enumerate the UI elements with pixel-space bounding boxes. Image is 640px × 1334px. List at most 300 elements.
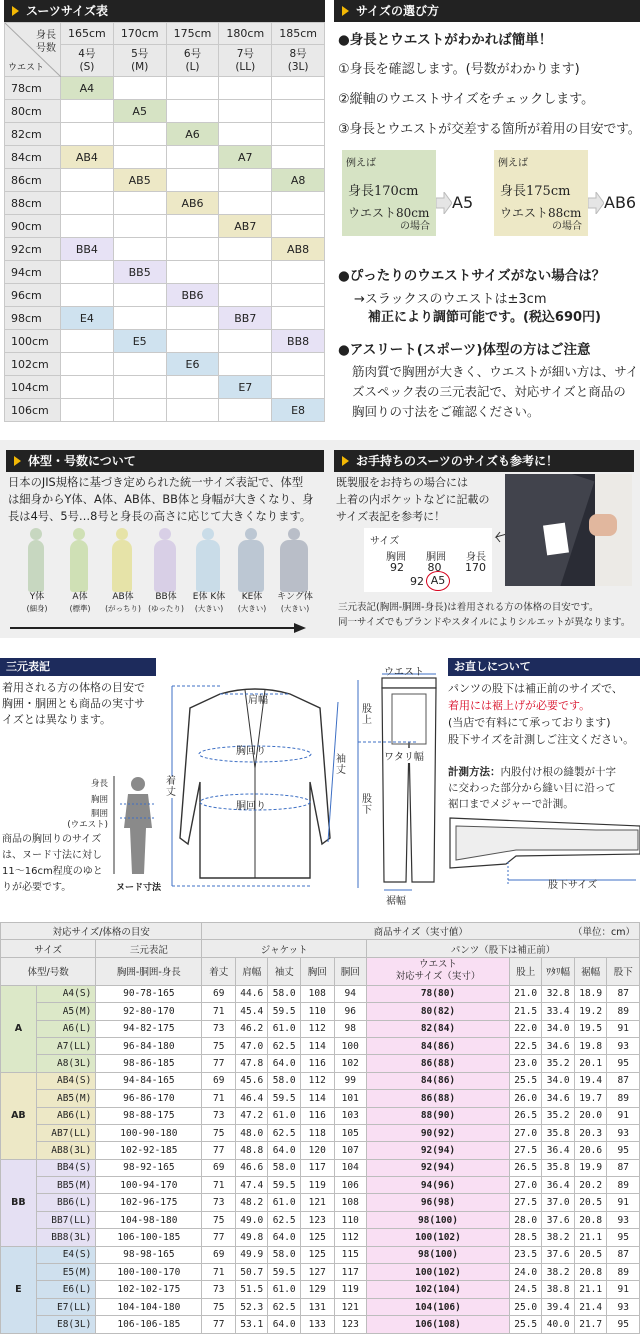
spec-sangen: 106-100-185 [96, 1229, 202, 1246]
spec-group-name: AB [1, 1072, 37, 1159]
spec-jacket-value: 116 [300, 1107, 334, 1124]
size-cell [272, 123, 325, 146]
spec-jacket-value: 114 [300, 1037, 334, 1054]
spec-pants-value: 37.0 [542, 1194, 574, 1211]
size-cell [219, 353, 272, 376]
size-row [5, 353, 325, 376]
example-1-waist: ウエスト80cm [348, 206, 430, 220]
head-shape [202, 528, 214, 540]
size-cell: BB8 [272, 330, 325, 353]
alter-method-line1: 内股付け根の縫製が十字 [500, 766, 616, 778]
spec-pants-value: 34.0 [542, 1020, 574, 1037]
spec-row [1, 1194, 640, 1211]
spec-jacket-value: 104 [334, 1159, 366, 1176]
spec-row [1, 1142, 640, 1159]
size-cell [272, 376, 325, 399]
size-cell [272, 100, 325, 123]
body-type-code: キング体 [277, 592, 313, 602]
spec-jacket-value: 62.5 [268, 1211, 300, 1228]
spec-jacket-value: 69 [202, 985, 236, 1002]
spec-col-waist-1: ウエスト [418, 959, 457, 971]
number-col-2 [166, 45, 219, 77]
body-type-sub: (大きい) [194, 604, 224, 613]
spec-col-pants: 裾幅 [574, 957, 606, 985]
spec-jacket-value: 48.8 [235, 1142, 267, 1159]
size-cell [272, 284, 325, 307]
spec-jacket-value: 46.4 [235, 1090, 267, 1107]
own-suit-note1: 三元表記(胸囲-胴囲-身長)は着用される方の体格の目安です。 [338, 602, 599, 613]
spec-row [1, 1211, 640, 1228]
label-sodetake: 袖丈 [336, 754, 346, 776]
size-cell: AB5 [113, 169, 166, 192]
spec-pants-value: 22.0 [509, 1020, 541, 1037]
size-cell: E4 [61, 307, 114, 330]
spec-jacket-value: 73 [202, 1194, 236, 1211]
spec-pants-value: 93 [607, 1211, 640, 1228]
arrow-icon [588, 192, 604, 214]
nude-body-figure [110, 774, 158, 878]
spec-pants-value: 93 [607, 1298, 640, 1315]
spec-jacket-value: 69 [202, 1246, 236, 1263]
own-suit-note2: 同一サイズでもブランドやスタイルによりシルエットが異なります。 [338, 617, 631, 628]
size-row [5, 261, 325, 284]
spec-jacket-value: 49.8 [235, 1229, 267, 1246]
spec-jacket-value: 118 [300, 1124, 334, 1141]
size-cell [272, 215, 325, 238]
spec-jacket-value: 64.0 [268, 1055, 300, 1072]
spec-pants-value: 26.5 [509, 1107, 541, 1124]
label-katahaba: 肩幅 [248, 695, 268, 706]
body-type-code: KE体 [241, 592, 263, 602]
size-row [5, 376, 325, 399]
size-cell [61, 284, 114, 307]
size-cell [166, 399, 219, 422]
height-col-0: 165cm [61, 23, 114, 45]
spec-pants-value: 27.5 [509, 1194, 541, 1211]
spec-jacket-value: 108 [300, 985, 334, 1002]
spec-pants-value: 20.5 [574, 1246, 606, 1263]
spec-jacket-value: 77 [202, 1142, 236, 1159]
size-cell [219, 100, 272, 123]
choose-step1: ①身長を確認します。(号数がわかります) [338, 62, 580, 77]
spec-jacket-value: 107 [334, 1142, 366, 1159]
spec-pants-value: 34.0 [542, 1072, 574, 1089]
size-cell: AB8 [272, 238, 325, 261]
spec-jacket-value: 47.4 [235, 1177, 267, 1194]
spec-pants-value: 91 [607, 1020, 640, 1037]
choose-lead: ●身長とウエストがわかれば簡単！ [338, 32, 553, 48]
number-col-0 [61, 45, 114, 77]
size-cell [113, 146, 166, 169]
alter-line1: パンツの股下は補正前のサイズで、 [448, 682, 623, 695]
sangen-header: 三元表記 [0, 658, 156, 676]
size-row [5, 123, 325, 146]
tag-head-chest: 胸囲 [386, 552, 406, 563]
spec-jacket-value: 49.9 [235, 1246, 267, 1263]
size-cell: BB6 [166, 284, 219, 307]
spec-jacket-value: 59.5 [268, 1177, 300, 1194]
spec-pants-value: 21.5 [509, 1003, 541, 1020]
spec-pants-value: 21.4 [574, 1298, 606, 1315]
spec-pants-value: 21.1 [574, 1281, 606, 1298]
spec-sangen: 98-86-185 [96, 1055, 202, 1072]
spec-jacket-value: 59.5 [268, 1264, 300, 1281]
size-cell [61, 192, 114, 215]
spec-pants-value: 20.0 [574, 1107, 606, 1124]
size-cell: A8 [272, 169, 325, 192]
spec-waist-value: 106(108) [367, 1316, 510, 1333]
body-silhouette-6 [280, 540, 308, 592]
spec-jacket-value: 75 [202, 1298, 236, 1315]
size-cell [61, 399, 114, 422]
athlete-line3: 胸回りの寸法をご確認ください。 [352, 404, 540, 419]
spec-size: A4(S) [36, 985, 96, 1002]
spec-row [1, 1246, 640, 1263]
example-2-waist: ウエスト88cm [500, 206, 582, 220]
spec-jacket-value: 50.7 [235, 1264, 267, 1281]
spec-pants-value: 19.5 [574, 1020, 606, 1037]
size-cell [272, 77, 325, 100]
size-cell [166, 238, 219, 261]
alter-text [448, 680, 634, 748]
spec-pants-value: 20.6 [574, 1142, 606, 1159]
sangen-note2: は、ヌード寸法に対し [2, 850, 102, 861]
example-1-foot: の場合 [400, 221, 430, 232]
size-cell: E5 [113, 330, 166, 353]
spec-col-jacket: 肩幅 [235, 957, 267, 985]
spec-waist-value: 78(80) [367, 985, 510, 1002]
nofit-line2: 補正により調節可能です。(税込690円) [368, 310, 601, 325]
spec-row [1, 985, 640, 1002]
waist-label: 102cm [5, 353, 61, 376]
suit-pocket-photo [505, 474, 632, 586]
spec-jacket-value: 64.0 [268, 1316, 300, 1333]
sangen-note [2, 832, 103, 896]
spec-size: BB6(L) [36, 1194, 96, 1211]
waist-label: 78cm [5, 77, 61, 100]
number-label: 5号 [131, 47, 149, 60]
spec-jacket-value: 53.1 [235, 1316, 267, 1333]
size-cell [61, 330, 114, 353]
spec-jacket-value: 94 [334, 985, 366, 1002]
spec-size: AB6(L) [36, 1107, 96, 1124]
size-cell [166, 100, 219, 123]
spec-pants-value: 91 [607, 1281, 640, 1298]
size-cell [219, 77, 272, 100]
size-cell [61, 261, 114, 284]
spec-h-pants: パンツ（股下は補正前） [367, 940, 640, 957]
inseam-caption: 股下サイズ [548, 880, 598, 891]
spec-row [1, 1159, 640, 1176]
spec-sangen: 96-84-180 [96, 1037, 202, 1054]
waist-label: 80cm [5, 100, 61, 123]
athlete-title: ●アスリート(スポーツ)体型の方はご注意 [338, 342, 591, 358]
spec-row [1, 1264, 640, 1281]
spec-jacket-value: 99 [334, 1072, 366, 1089]
size-cell [113, 353, 166, 376]
spec-jacket-value: 75 [202, 1211, 236, 1228]
height-col-4: 185cm [272, 23, 325, 45]
size-cell: AB7 [219, 215, 272, 238]
spec-jacket-value: 133 [300, 1316, 334, 1333]
spec-sangen: 100-90-180 [96, 1124, 202, 1141]
spec-jacket-value: 44.6 [235, 985, 267, 1002]
number-code: (M) [131, 60, 149, 73]
choose-step2: ②縦軸のウエストサイズをチェックします。 [338, 92, 595, 107]
spec-pants-value: 25.5 [509, 1072, 541, 1089]
waist-label: 88cm [5, 192, 61, 215]
spec-group-name: E [1, 1246, 37, 1333]
size-cell: A4 [61, 77, 114, 100]
spec-h-left: 対応サイズ/体格の目安 [1, 923, 202, 940]
spec-pants-value: 32.8 [542, 985, 574, 1002]
size-cell [219, 169, 272, 192]
spec-jacket-value: 114 [300, 1090, 334, 1107]
corner-number-label: 号数 [36, 43, 56, 54]
own-suit-text [336, 474, 489, 525]
spec-jacket-value: 115 [334, 1246, 366, 1263]
example-2-head: 例えば [498, 158, 528, 169]
spec-pants-value: 38.8 [542, 1281, 574, 1298]
waist-label: 98cm [5, 307, 61, 330]
head-shape [245, 528, 257, 540]
spec-pants-value: 33.4 [542, 1003, 574, 1020]
spec-waist-value: 98(100) [367, 1246, 510, 1263]
body-type-line1: 日本のJIS規格に基づき定められた統一サイズ表記で、体型 [8, 476, 304, 489]
spec-pants-value: 87 [607, 985, 640, 1002]
size-row [5, 169, 325, 192]
spec-pants-value: 26.5 [509, 1159, 541, 1176]
spec-jacket-value: 58.0 [268, 985, 300, 1002]
body-type-label-3 [143, 592, 189, 614]
spec-size: BB7(LL) [36, 1211, 96, 1228]
number-label: 4号 [78, 47, 96, 60]
example-2-height: 身長175cm [500, 184, 571, 199]
body-type-code: AB体 [112, 592, 134, 602]
size-arrow-icon [10, 622, 306, 634]
spec-jacket-value: 112 [334, 1229, 366, 1246]
waist-label: 104cm [5, 376, 61, 399]
spec-pants-value: 89 [607, 1177, 640, 1194]
tag-code-circled: A5 [426, 571, 450, 591]
spec-size: A7(LL) [36, 1037, 96, 1054]
spec-jacket-value: 64.0 [268, 1142, 300, 1159]
spec-jacket-value: 125 [300, 1229, 334, 1246]
spec-waist-value: 92(94) [367, 1142, 510, 1159]
head-shape [116, 528, 128, 540]
size-cell [219, 284, 272, 307]
size-cell: AB4 [61, 146, 114, 169]
size-cell [113, 376, 166, 399]
label-susohaba: 裾幅 [386, 896, 406, 907]
spec-waist-value: 92(94) [367, 1159, 510, 1176]
spec-pants-value: 36.4 [542, 1177, 574, 1194]
spec-group-name: A [1, 985, 37, 1072]
spec-pants-value: 21.1 [574, 1229, 606, 1246]
sangen-note1: 商品の胸回りのサイズ [2, 834, 102, 845]
spec-pants-value: 95 [607, 1316, 640, 1333]
spec-h-sangen-sub: 胸囲-胴囲-身長 [96, 957, 202, 985]
size-row [5, 77, 325, 100]
size-cell [166, 261, 219, 284]
spec-size: A8(3L) [36, 1055, 96, 1072]
spec-jacket-value: 100 [334, 1037, 366, 1054]
example-1-result: A5 [452, 193, 474, 212]
size-cell [272, 146, 325, 169]
size-cell [61, 376, 114, 399]
arrow-icon [436, 192, 452, 214]
spec-pants-value: 21.0 [509, 985, 541, 1002]
spec-waist-value: 86(88) [367, 1055, 510, 1072]
spec-sangen: 98-88-175 [96, 1107, 202, 1124]
spec-sangen: 102-102-175 [96, 1281, 202, 1298]
spec-h-sangen: 三元表記 [96, 940, 202, 957]
spec-jacket-value: 98 [334, 1020, 366, 1037]
spec-pants-value: 37.6 [542, 1246, 574, 1263]
figure-label-height: 身長 [90, 779, 108, 789]
spec-pants-value: 22.5 [509, 1037, 541, 1054]
spec-row [1, 1316, 640, 1333]
figure-caption: ヌード寸法 [116, 883, 162, 893]
spec-pants-value: 27.5 [509, 1142, 541, 1159]
spec-jacket-value: 73 [202, 1020, 236, 1037]
number-col-1 [113, 45, 166, 77]
spec-jacket-value: 71 [202, 1177, 236, 1194]
tag-val-waist: 80 [427, 561, 442, 574]
spec-pants-value: 35.8 [542, 1159, 574, 1176]
spec-pants-value: 18.9 [574, 985, 606, 1002]
spec-h-jacket: ジャケット [202, 940, 367, 957]
sangen-note3: 11〜16cm程度のゆと [2, 866, 103, 877]
figure-label-waist: 胴囲 [90, 809, 108, 819]
spec-jacket-value: 77 [202, 1316, 236, 1333]
waist-label: 82cm [5, 123, 61, 146]
spec-pants-value: 89 [607, 1090, 640, 1107]
spec-pants-value: 24.0 [509, 1264, 541, 1281]
spec-jacket-value: 69 [202, 1072, 236, 1089]
spec-waist-value: 98(100) [367, 1211, 510, 1228]
spec-col-jacket: 袖丈 [268, 957, 300, 985]
spec-pants-value: 95 [607, 1055, 640, 1072]
alter-line4: 股下サイズを計測しご注文ください。 [448, 733, 635, 746]
body-type-code: Y体 [29, 592, 45, 602]
spec-pants-value: 95 [607, 1229, 640, 1246]
own-suit-line1: 既製服をお持ちの場合には [336, 476, 468, 489]
number-col-3 [219, 45, 272, 77]
body-type-label-6 [272, 592, 318, 614]
body-silhouette-3 [154, 540, 176, 592]
spec-pants-value: 87 [607, 1246, 640, 1263]
number-label: 8号 [289, 47, 307, 60]
size-cell [166, 307, 219, 330]
spec-size: E8(3L) [36, 1316, 96, 1333]
spec-jacket-value: 52.3 [235, 1298, 267, 1315]
figure-label-waist-sub: (ウエスト) [67, 820, 108, 830]
spec-jacket-value: 112 [300, 1020, 334, 1037]
spec-waist-value: 88(90) [367, 1107, 510, 1124]
spec-sangen: 90-78-165 [96, 985, 202, 1002]
spec-waist-value: 104(106) [367, 1298, 510, 1315]
height-col-1: 170cm [113, 23, 166, 45]
spec-sangen: 104-104-180 [96, 1298, 202, 1315]
alter-header: お直しについて [448, 658, 640, 676]
spec-pants-value: 20.3 [574, 1124, 606, 1141]
spec-jacket-value: 46.2 [235, 1020, 267, 1037]
body-type-sub: (標準) [69, 604, 91, 613]
sangen-line1: 着用される方の体格の目安で [2, 681, 145, 694]
spec-row [1, 1229, 640, 1246]
spec-jacket-value: 101 [334, 1090, 366, 1107]
number-code: (3L) [287, 60, 309, 73]
choose-step3: ③身長とウエストが交差する箇所が着用の目安です。 [338, 122, 640, 137]
spec-size: E6(L) [36, 1281, 96, 1298]
spec-waist-value: 94(96) [367, 1177, 510, 1194]
spec-jacket-value: 112 [300, 1072, 334, 1089]
waist-label: 86cm [5, 169, 61, 192]
spec-size: A5(M) [36, 1003, 96, 1020]
spec-jacket-value: 62.5 [268, 1037, 300, 1054]
number-code: (L) [185, 60, 200, 73]
corner-cell [5, 23, 61, 77]
body-type-label-2 [100, 592, 146, 614]
body-type-label-0 [14, 592, 60, 614]
spec-jacket-value: 102 [334, 1055, 366, 1072]
example-1-head: 例えば [346, 158, 376, 169]
size-cell [61, 100, 114, 123]
size-cell [166, 169, 219, 192]
spec-size: AB8(3L) [36, 1142, 96, 1159]
spec-jacket-value: 47.2 [235, 1107, 267, 1124]
size-cell [113, 238, 166, 261]
spec-h-right-label: 商品サイズ（実寸値） [373, 927, 468, 939]
size-cell [166, 146, 219, 169]
corner-waist-label: ウエスト [8, 63, 45, 73]
spec-jacket-value: 47.8 [235, 1055, 267, 1072]
spec-size: E7(LL) [36, 1298, 96, 1315]
number-col-4 [272, 45, 325, 77]
body-silhouette-5 [238, 540, 264, 592]
spec-jacket-value: 121 [334, 1298, 366, 1315]
spec-pants-value: 91 [607, 1194, 640, 1211]
spec-jacket-value: 75 [202, 1124, 236, 1141]
body-silhouette-4 [196, 540, 220, 592]
spec-jacket-value: 61.0 [268, 1107, 300, 1124]
spec-pants-value: 38.2 [542, 1264, 574, 1281]
spec-size: E4(S) [36, 1246, 96, 1263]
spec-group-name: BB [1, 1159, 37, 1246]
body-silhouette-1 [70, 540, 88, 592]
spec-pants-value: 87 [607, 1159, 640, 1176]
athlete-line2: ズスペック表の三元表記で、対応サイズと商品の [352, 384, 626, 399]
spec-jacket-value: 123 [300, 1211, 334, 1228]
spec-jacket-value: 123 [334, 1316, 366, 1333]
size-cell [113, 307, 166, 330]
choose-header: サイズの選び方 [334, 0, 640, 22]
jacket-figure [160, 678, 350, 892]
spec-jacket-value: 45.6 [235, 1072, 267, 1089]
size-cell: A5 [113, 100, 166, 123]
size-row [5, 330, 325, 353]
spec-pants-value: 38.2 [542, 1229, 574, 1246]
alter-method [448, 764, 616, 812]
spec-pants-value: 20.1 [574, 1055, 606, 1072]
size-cell: E8 [272, 399, 325, 422]
size-cell [113, 284, 166, 307]
spec-sangen: 100-100-170 [96, 1264, 202, 1281]
spec-sangen: 96-86-170 [96, 1090, 202, 1107]
size-cell: BB7 [219, 307, 272, 330]
height-col-3: 180cm [219, 23, 272, 45]
